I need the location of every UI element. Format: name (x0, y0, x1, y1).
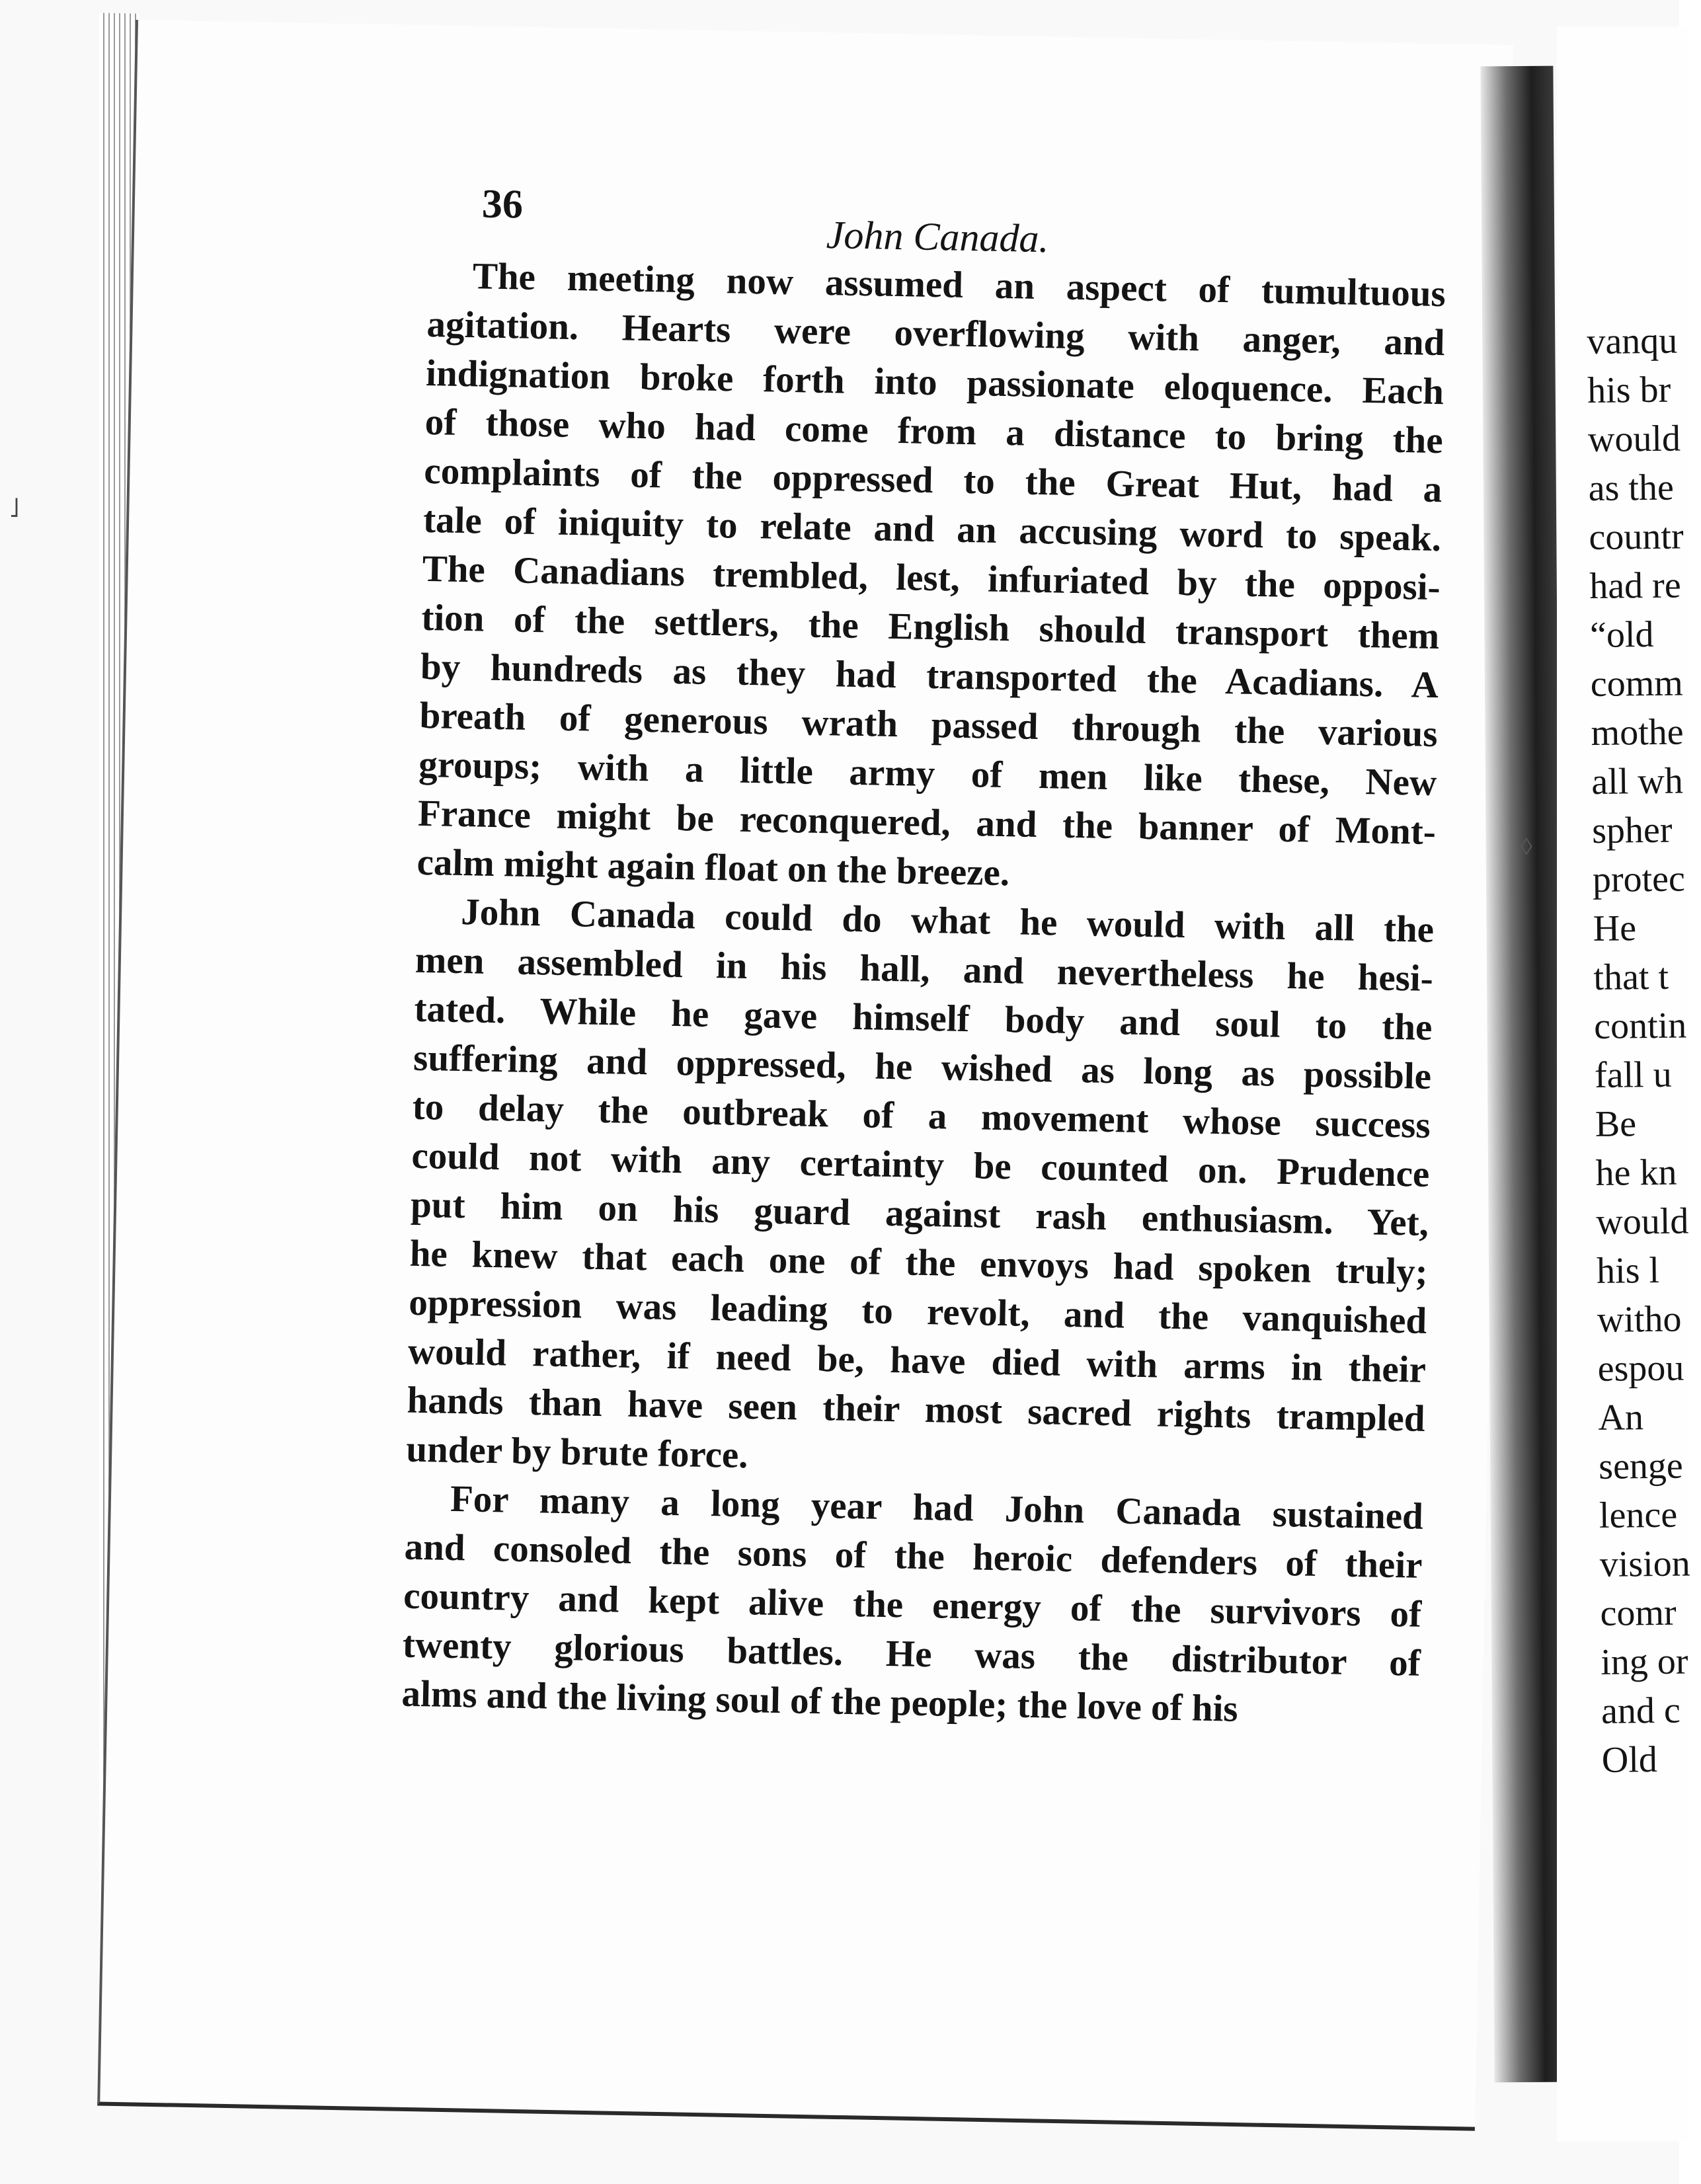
text-line-fragment: “old (1589, 613, 1654, 656)
text-line-fragment: his l (1596, 1249, 1660, 1292)
text-line: country and kept alive the energy of the survivors of (403, 1575, 1422, 1635)
text-line: The Canadians trembled, lest, infuriated by the opposi- (422, 547, 1441, 609)
text-line: tale of iniquity to relate and an accusing word to speak. (422, 498, 1442, 560)
text-line-fragment: mothe (1591, 711, 1684, 754)
text-line-fragment: he kn (1595, 1151, 1677, 1194)
text-line: tion of the settlers, the English should transport them (420, 596, 1440, 658)
text-line: would rather, if need be, have died with arms in their (407, 1330, 1427, 1391)
margin-mark: ˩ (9, 493, 20, 523)
text-line-fragment: countr (1589, 516, 1684, 558)
text-line: to delay the outbreak of a movement whose success (412, 1085, 1431, 1146)
text-line-fragment: vanqu (1587, 320, 1678, 362)
text-line: by hundreds as they had transported the Acadians. A (420, 645, 1439, 707)
paragraph (406, 887, 1435, 1493)
text-line: men assembled in his hall, and nevertheless he hesi- (415, 939, 1434, 1000)
text-line-fragment: senge (1598, 1445, 1684, 1487)
text-line-fragment: contin (1593, 1005, 1687, 1047)
text-line: breath of generous wrath passed through the various (419, 694, 1439, 756)
left-page-text (401, 165, 1448, 1737)
text-line: could not with any certainty be counted on. Prudence (411, 1134, 1430, 1195)
text-line-fragment: would (1587, 418, 1681, 460)
text-line-fragment: comr (1600, 1592, 1677, 1634)
text-line: and consoled the sons of the heroic defenders of their (404, 1526, 1423, 1586)
text-line: groups; with a little army of men like these, New (418, 743, 1437, 804)
text-line-fragment: had re (1589, 565, 1681, 607)
text-line-fragment: ing or (1600, 1641, 1688, 1683)
text-line-fragment: as the (1588, 467, 1675, 509)
text-line-fragment: Old (1601, 1739, 1658, 1781)
text-line-fragment: comm (1590, 662, 1684, 705)
paragraph (416, 251, 1446, 906)
running-title: John Canada. (826, 213, 1050, 261)
text-line: hands than have seen their most sacred rights trampled (407, 1379, 1426, 1440)
text-line-fragment: lence (1599, 1494, 1678, 1536)
book-gutter (1480, 66, 1567, 2083)
text-line: alms and the living soul of the people; the love of his (401, 1672, 1239, 1730)
text-line-fragment: and c (1601, 1690, 1681, 1732)
text-line-fragment: espou (1597, 1347, 1684, 1389)
text-line-fragment: spher (1591, 809, 1673, 851)
text-line-fragment: Be (1595, 1103, 1637, 1145)
text-line: agitation. Hearts were overflowing with anger, and (426, 303, 1445, 364)
text-line-fragment: protec (1592, 858, 1686, 900)
text-line: John Canada could do what he would with all the (460, 891, 1435, 951)
text-line-fragment: would (1596, 1200, 1689, 1243)
text-line-fragment: all wh (1591, 760, 1684, 802)
text-line: he knew that each one of the envoys had spoken truly; (409, 1232, 1429, 1293)
text-line-fragment: vision (1599, 1543, 1690, 1585)
text-line-fragment: witho (1597, 1298, 1682, 1341)
text-line-fragment: He (1593, 908, 1637, 949)
page-number: 36 (481, 181, 524, 227)
text-line: suffering and oppressed, he wished as long as possible (413, 1036, 1432, 1097)
text-line-fragment: that t (1593, 956, 1669, 998)
right-page-text (1587, 316, 1701, 1784)
text-line: oppression was leading to revolt, and the vanquished (408, 1281, 1427, 1342)
body-text (401, 251, 1446, 1737)
text-line: tated. While he gave himself body and soul to the (414, 988, 1433, 1049)
text-line-fragment: An (1598, 1397, 1644, 1438)
text-line: indignation broke forth into passionate eloquence. Each (425, 352, 1444, 413)
text-line: of those who had come from a distance to bring the (424, 401, 1444, 462)
text-line: twenty glorious battles. He was the distributor of (402, 1623, 1421, 1684)
text-line: For many a long year had John Canada sustained (450, 1477, 1424, 1538)
text-line-fragment: fall u (1594, 1054, 1672, 1096)
text-line: complaints of the oppressed to the Great Hut, had a (423, 449, 1443, 511)
text-line: The meeting now assumed an aspect of tumultuous (472, 255, 1446, 315)
text-line: France might be reconquered, and the banner of Mont- (417, 792, 1437, 853)
text-line: under by brute force. (405, 1428, 749, 1477)
text-line-fragment: his br (1587, 369, 1671, 411)
paragraph (401, 1474, 1424, 1737)
margin-mark: ◊ (1521, 834, 1532, 860)
text-line: put him on his guard against rash enthusiasm. Yet, (410, 1183, 1429, 1244)
text-line: calm might again float on the breeze. (416, 841, 1010, 894)
